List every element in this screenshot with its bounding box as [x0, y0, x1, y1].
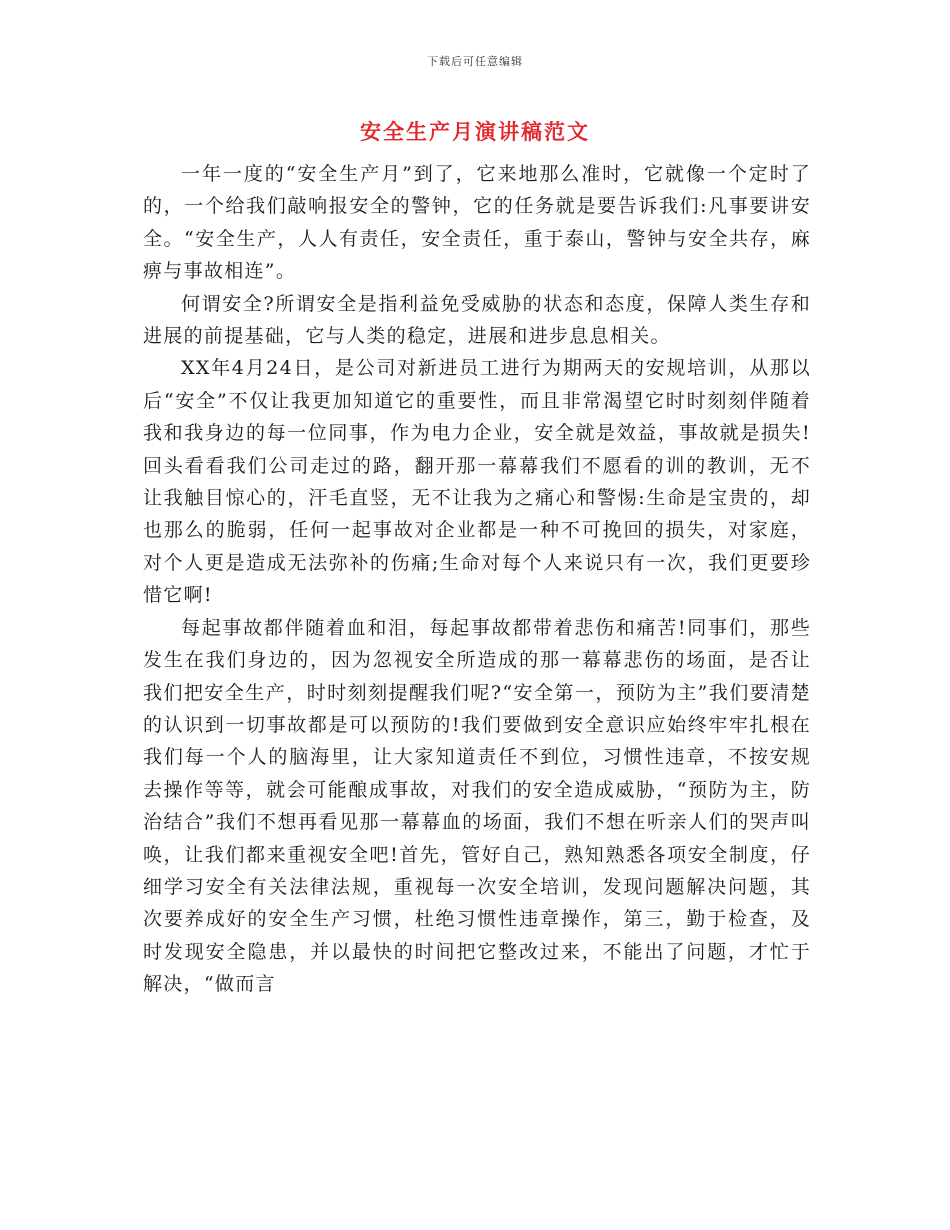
download-note: 下载后可任意编辑: [427, 55, 523, 68]
paragraph: 每起事故都伴随着血和泪，每起事故都带着悲伤和痛苦!同事们，那些发生在我们身边的，因为忽视安全所造成的那一幕幕悲伤的场面，是否让我们把安全生产，时时刻刻提醒我们呢?“安全第一，预防为主”我们要清楚的认识到一切事故都是可以预防的!我们要做到安全意识应始终牢牢扎根在我们每一个人的脑海里，让大家知道责任不到位，习惯性违章，不按安规去操作等等，就会可能酿成事故，对我们的安全造成威胁，“预防为主，防治结合”我们不想再看见那一幕幕血的场面，我们不想在听亲人们的哭声叫唤，让我们都来重视安全吧!首先，管好自己，熟知熟悉各项安全制度，仔细学习安全有关法律法规，重视每一次安全培训，发现问题解决问题，其次要养成好的安全生产习惯，杜绝习惯性违章操作，第三，勤于检查，及时发现安全隐患，并以最快的时间把它整改过来，不能出了问题，才忙于解决，“做而言: [143, 616, 811, 996]
paragraph: 一年一度的“安全生产月”到了，它来地那么准时，它就像一个定时了的，一个给我们敲响报安全的警钟，它的任务就是要告诉我们:凡事要讲安全。“安全生产，人人有责任，安全责任，重于泰山，警钟与安全共存，麻痹与事故相连”。: [143, 163, 811, 283]
document-title: 安全生产月演讲稿范文: [360, 120, 590, 144]
paragraph: 何谓安全?所谓安全是指利益免受威胁的状态和态度，保障人类生存和进展的前提基础，它与人类的稳定，进展和进步息息相关。: [143, 292, 811, 348]
paragraph: XX年4月24日，是公司对新进员工进行为期两天的安规培训，从那以后“安全”不仅让我更加知道它的重要性，而且非常渴望它时时刻刻伴随着我和我身边的每一位同事，作为电力企业，安全就是效益，事故就是损失!回头看看我们公司走过的路，翻开那一幕幕我们不愿看的训的教训，无不让我触目惊心的，汗毛直竖，无不让我为之痛心和警惕:生命是宝贵的，却也那么的脆弱，任何一起事故对企业都是一种不可挽回的损失，对家庭，对个人更是造成无法弥补的伤痛;生命对每个人来说只有一次，我们更要珍惜它啊!: [143, 357, 811, 607]
document-body: [143, 158, 811, 1001]
